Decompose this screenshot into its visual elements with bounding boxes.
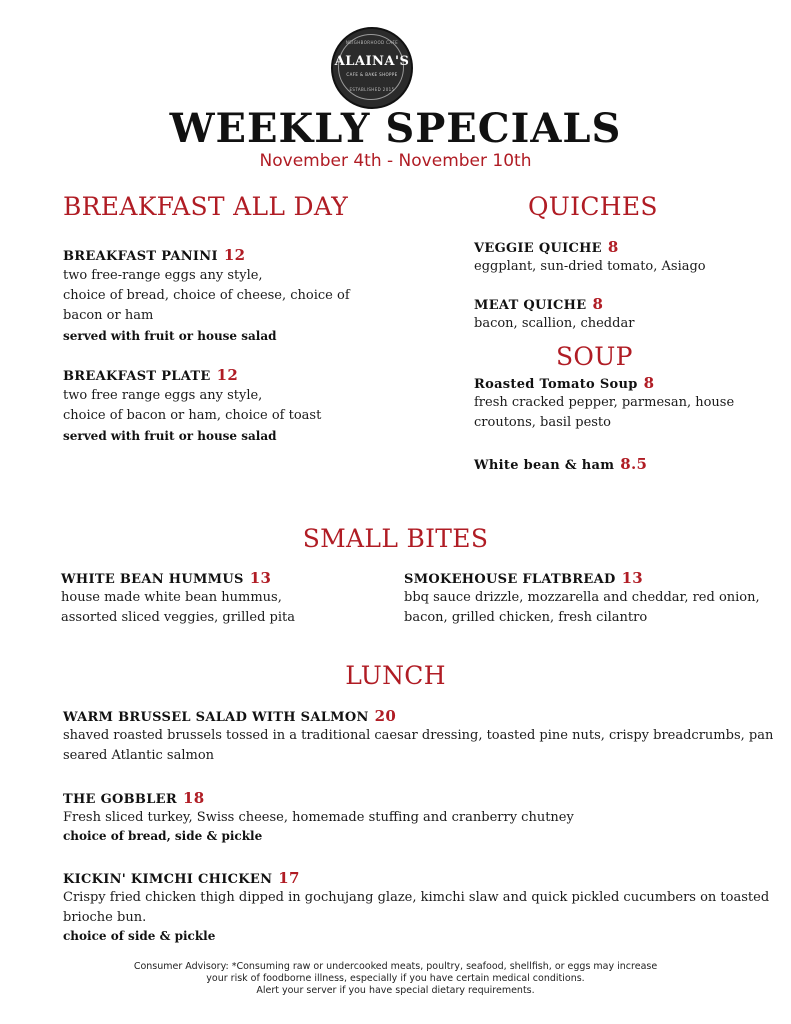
lunch-item — [63, 869, 769, 943]
date-range: November 4th - November 10th — [259, 151, 532, 171]
breakfast-item — [63, 246, 350, 343]
soup-heading: SOUP — [556, 342, 633, 371]
lunch-item — [63, 707, 773, 766]
item-note: choice of side & pickle — [63, 929, 216, 943]
item-title: WHITE BEAN HUMMUS — [61, 572, 244, 587]
item-desc-line: brioche bun. — [63, 910, 147, 925]
item-name — [63, 789, 574, 807]
small-bites-heading: SMALL BITES — [302, 524, 489, 553]
item-title: MEAT QUICHE — [474, 298, 587, 313]
item-price: 13 — [621, 569, 644, 587]
advisory-line: Consumer Advisory: *Consuming raw or undercooked meats, poultry, seafood, shellfish, or eggs may increase — [133, 961, 658, 972]
item-name — [63, 869, 769, 887]
item-desc-line: eggplant, sun-dried tomato, Asiago — [474, 259, 706, 274]
item-desc-line: bacon, scallion, cheddar — [474, 316, 635, 331]
breakfast-item — [63, 366, 321, 443]
page-title: WEEKLY SPECIALS — [169, 105, 622, 152]
quiche-item — [474, 295, 634, 334]
item-name — [474, 455, 647, 473]
small-bite-item — [404, 569, 760, 628]
item-desc-line: seared Atlantic salmon — [63, 748, 215, 763]
item-title: KICKIN' KIMCHI CHICKEN — [63, 872, 273, 887]
item-name — [63, 246, 350, 264]
item-price: 8 — [592, 295, 604, 313]
item-note: served with fruit or house salad — [63, 429, 277, 443]
item-desc-line: croutons, basil pesto — [474, 415, 611, 430]
item-price: 17 — [278, 869, 300, 887]
item-name — [61, 569, 295, 587]
item-price: 8 — [643, 374, 655, 392]
lunch-heading: LUNCH — [345, 661, 446, 690]
item-price: 13 — [249, 569, 272, 587]
lunch-item — [63, 789, 574, 843]
item-desc-line: bbq sauce drizzle, mozzarella and cheddar, red onion, — [404, 590, 760, 605]
item-desc-line: fresh cracked pepper, parmesan, house — [474, 395, 735, 410]
item-name — [404, 569, 760, 587]
item-name — [63, 707, 773, 725]
item-desc-line: two free range eggs any style, — [63, 388, 263, 403]
quiches-heading: QUICHES — [528, 192, 658, 221]
item-title: White bean & ham — [474, 458, 615, 473]
small-bite-item — [61, 569, 295, 628]
item-name — [474, 295, 634, 313]
item-desc-line: bacon or ham — [63, 308, 154, 323]
soup-item — [474, 374, 734, 433]
item-title: BREAKFAST PANINI — [63, 249, 218, 264]
item-desc-line: assorted sliced veggies, grilled pita — [61, 610, 295, 625]
item-desc-line: two free-range eggs any style, — [63, 268, 263, 283]
item-note: served with fruit or house salad — [63, 329, 277, 343]
item-price: 8.5 — [620, 455, 648, 473]
logo-bottom-text: ESTABLISHED 2015 — [349, 87, 395, 92]
logo-subtitle: CAFE & BAKE SHOPPE — [346, 72, 398, 77]
item-title: SMOKEHOUSE FLATBREAD — [404, 572, 616, 587]
item-title: VEGGIE QUICHE — [474, 241, 602, 256]
item-desc-line: choice of bread, choice of cheese, choice of — [63, 288, 350, 303]
item-desc-line: bacon, grilled chicken, fresh cilantro — [404, 610, 648, 625]
breakfast-heading: BREAKFAST ALL DAY — [63, 192, 349, 221]
advisory-line: Alert your server if you have special dietary requirements. — [256, 985, 535, 996]
item-desc-line: Crispy fried chicken thigh dipped in gochujang glaze, kimchi slaw and quick pickled cucumbers on toasted — [63, 890, 770, 905]
item-price: 8 — [607, 238, 619, 256]
item-title: WARM BRUSSEL SALAD WITH SALMON — [63, 710, 369, 725]
item-title: THE GOBBLER — [63, 792, 177, 807]
soup-item — [474, 455, 647, 473]
item-desc-line: house made white bean hummus, — [61, 590, 282, 605]
consumer-advisory — [0, 961, 791, 997]
logo-name: ALAINA'S — [334, 54, 410, 69]
item-desc-line: choice of bacon or ham, choice of toast — [63, 408, 322, 423]
item-price: 20 — [374, 707, 397, 725]
item-price: 18 — [182, 789, 205, 807]
item-note: choice of bread, side & pickle — [63, 829, 263, 843]
item-price: 12 — [223, 246, 246, 264]
quiche-item — [474, 238, 706, 277]
item-name — [63, 366, 321, 384]
cafe-logo — [331, 27, 413, 109]
advisory-line: your risk of foodborne illness, especially if you have certain medical conditions. — [206, 973, 585, 984]
item-name — [474, 238, 706, 256]
item-name — [474, 374, 734, 392]
item-title: BREAKFAST PLATE — [63, 369, 211, 384]
item-title: Roasted Tomato Soup — [474, 377, 638, 392]
item-price: 12 — [216, 366, 239, 384]
item-desc-line: Fresh sliced turkey, Swiss cheese, homemade stuffing and cranberry chutney — [63, 810, 574, 825]
logo-top-text: NEIGHBORHOOD CAFE — [345, 40, 399, 45]
item-desc-line: shaved roasted brussels tossed in a traditional caesar dressing, toasted pine nuts, crispy breadcrumbs, pan — [63, 728, 774, 743]
